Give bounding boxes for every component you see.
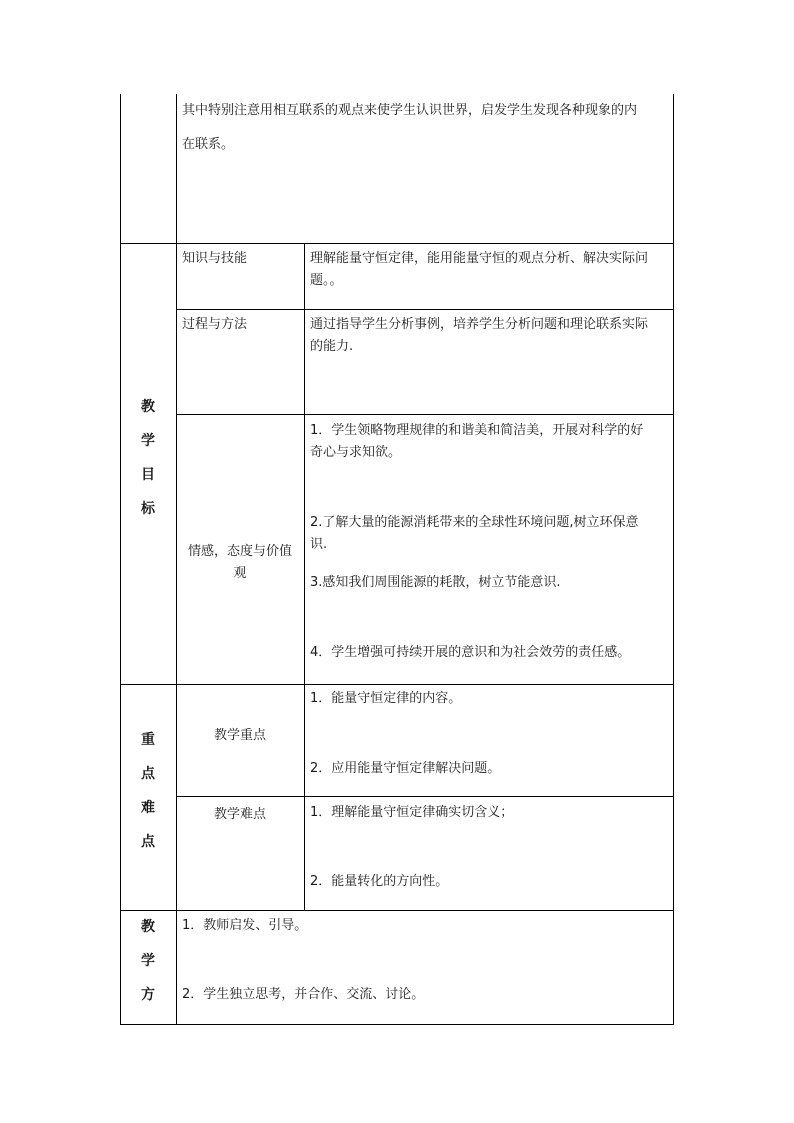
objectives-category-char-1: 教: [141, 399, 155, 415]
row-divider-keypoints: [120, 910, 674, 911]
row-divider-intro: [120, 243, 674, 244]
key-item-1: 1．能量守恒定律的内容。: [310, 691, 462, 706]
table-border-right: [673, 94, 674, 1025]
row-divider-key: [176, 796, 674, 797]
row-divider-objectives: [120, 684, 674, 685]
row-divider-knowledge: [176, 309, 674, 310]
keypoints-category-char-2: 点: [141, 766, 155, 782]
keypoints-category-char-1: 重: [141, 732, 155, 748]
emotion-item-1-line-2: 奇心与求知欲。: [310, 445, 402, 460]
objectives-category-char-3: 目: [141, 467, 155, 483]
intro-line-2: 在联系。: [182, 137, 235, 152]
emotion-item-4: 4．学生增强可持续开展的意识和为社会效劳的责任感。: [310, 645, 631, 660]
table-divider-category: [176, 94, 177, 1025]
key-label: 教学重点: [213, 728, 266, 743]
emotion-item-2-line-1: 2.了解大量的能源消耗带来的全球性环境问题,树立环保意: [310, 515, 639, 530]
methods-item-1: 1．教师启发、引导。: [182, 918, 308, 933]
process-text-line-1: 通过指导学生分析事例，培养学生分析问题和理论联系实际: [310, 317, 649, 332]
emotion-label-line-1: 情感，态度与价值: [187, 544, 292, 559]
keypoints-category-char-4: 点: [141, 834, 155, 850]
knowledge-text-line-2: 题。。: [310, 273, 343, 288]
knowledge-label: 知识与技能: [182, 251, 248, 266]
key-item-2: 2．应用能量守恒定律解决问题。: [310, 761, 501, 776]
intro-line-1: 其中特别注意用相互联系的观点来使学生认识世界，启发学生发现各种现象的内: [182, 103, 638, 118]
table-border-left: [120, 94, 121, 1025]
emotion-item-3: 3.感知我们周围能源的耗散，树立节能意识.: [310, 575, 561, 590]
process-text-line-2: 的能力.: [310, 339, 354, 354]
difficult-item-1: 1．理解能量守恒定律确实切含义；: [310, 805, 514, 820]
methods-category-char-1: 教: [141, 919, 155, 935]
difficult-item-2: 2．能量转化的方向性。: [310, 874, 449, 889]
table-border-bottom: [120, 1024, 674, 1025]
row-divider-process: [176, 414, 674, 415]
objectives-category-char-4: 标: [141, 501, 155, 517]
objectives-category-char-2: 学: [141, 433, 155, 449]
knowledge-text-line-1: 理解能量守恒定律，能用能量守恒的观点分析、解决实际问: [310, 251, 649, 266]
keypoints-category-char-3: 难: [141, 800, 155, 816]
emotion-item-2-line-2: 识.: [310, 537, 328, 552]
emotion-item-1-line-1: 1．学生领略物理规律的和谐美和简洁美，开展对科学的好: [310, 423, 644, 438]
emotion-label-line-2: 观: [233, 566, 247, 581]
methods-category-char-3: 方: [141, 987, 155, 1003]
methods-item-2: 2．学生独立思考，并合作、交流、讨论。: [182, 987, 425, 1002]
process-label: 过程与方法: [182, 317, 248, 332]
methods-category-char-2: 学: [141, 953, 155, 969]
table-divider-label: [304, 243, 305, 911]
difficult-label: 教学难点: [213, 807, 266, 822]
